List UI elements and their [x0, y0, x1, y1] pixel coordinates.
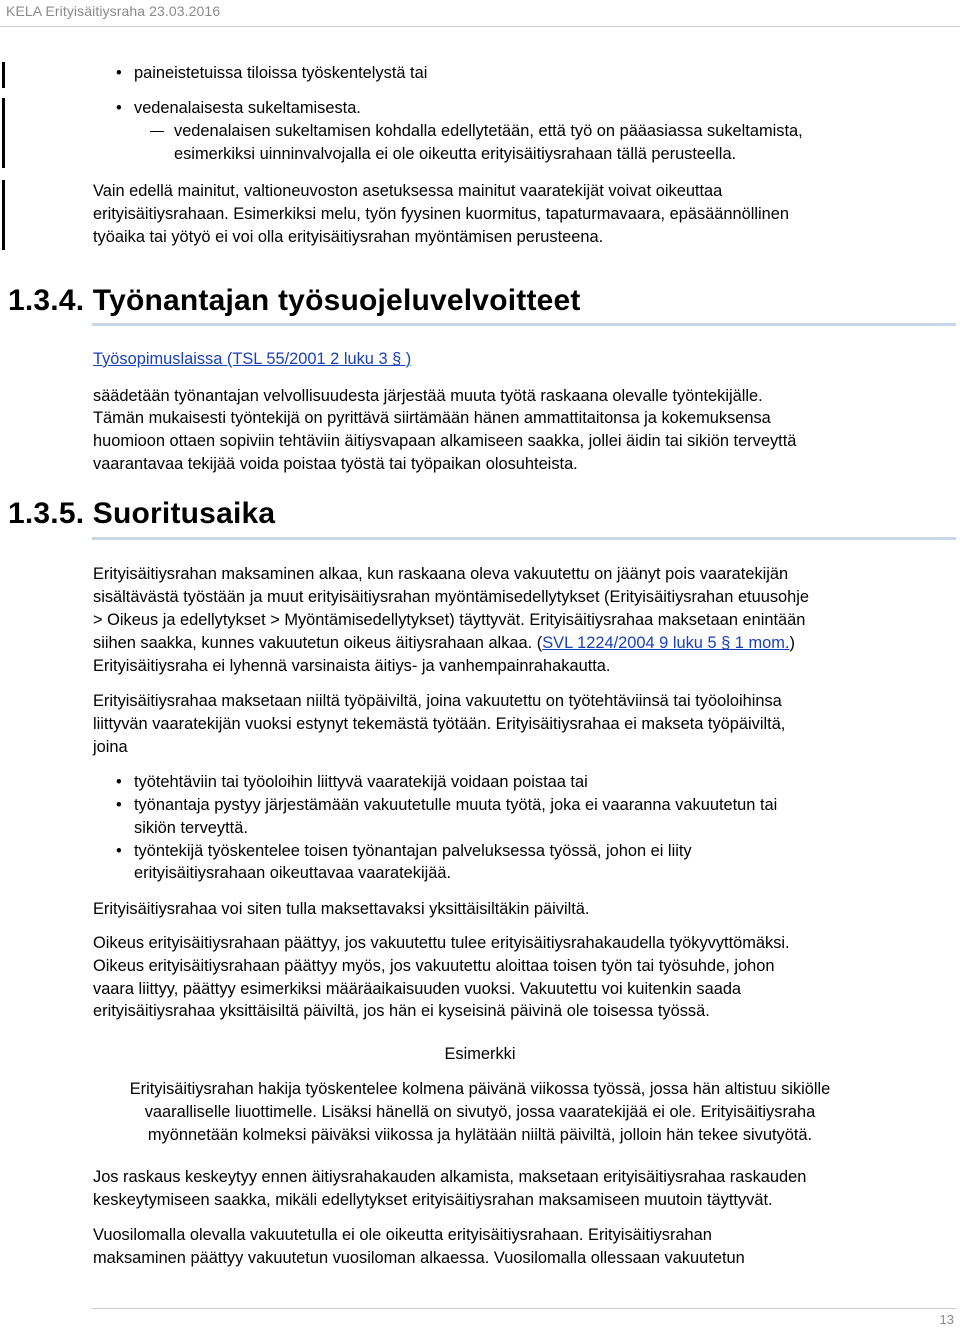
- paragraph-line: Erityisäitiysraha ei lyhennä varsinaista äitiys- ja vanhempainrahakautta.: [93, 657, 611, 675]
- paragraph-line: sisältävästä työstään ja muut erityisäitiysrahan myöntämisedellytykset (Erityisäitiysrahan etuusohje: [93, 588, 810, 606]
- paragraph-line: vaara liittyy, päättyy esimerkiksi määräaikaisuuden vuoksi. Vakuutettu voi kuitenkin saada: [93, 980, 742, 998]
- header-title: KELA Erityisäitiysraha 23.03.2016: [6, 3, 221, 19]
- change-bar: [2, 62, 5, 88]
- page-header: [0, 0, 960, 27]
- paragraph-text: siihen saakka, kunnes vakuutetun oikeus äitiysrahaan alkaa. (: [93, 634, 543, 652]
- paragraph-line: Jos raskaus keskeytyy ennen äitiysrahakauden alkamista, maksetaan erityisäitiysrahaa raskauden: [93, 1168, 807, 1186]
- paragraph-line: erityisäitiysrahaa yksittäisiltä päiviltä, jos hän ei kyseisinä päivinä ole toisessa työssä.: [93, 1002, 710, 1020]
- change-bar: [2, 180, 5, 250]
- change-bar: [2, 98, 5, 168]
- paragraph-line: Vain edellä mainitut, valtioneuvoston asetuksessa mainitut vaaratekijät voivat oikeuttaa: [93, 182, 723, 200]
- list-item: työntekijä työskentelee toisen työnantajan palveluksessa työssä, johon ei liity: [134, 842, 692, 860]
- paragraph-line: [93, 632, 795, 655]
- paragraph-line: joina: [93, 738, 128, 756]
- heading-rule: [92, 537, 956, 540]
- list-item: työtehtäviin tai työoloihin liittyvä vaaratekijä voidaan poistaa tai: [134, 773, 588, 791]
- sub-list-item: vedenalaisen sukeltamisen kohdalla edellytetään, että työ on pääasiassa sukeltamista,: [174, 122, 803, 140]
- paragraph-line: säädetään työnantajan velvollisuudesta järjestää muuta työtä raskaana olevalle työntekijälle.: [93, 387, 763, 405]
- footer-rule: [92, 1308, 956, 1309]
- dash-marker: [150, 131, 164, 132]
- law-link[interactable]: Työsopimuslaissa (TSL 55/2001 2 luku 3 § ): [93, 350, 412, 368]
- paragraph-line: huomioon ottaen sopiviin tehtäviin äitiysvapaan alkamiseen saakka, jollei äidin tai sikiön terveyttä: [93, 432, 797, 450]
- paragraph-line: erityisäitiysrahaan. Esimerkiksi melu, työn fyysinen kuormitus, tapaturmavaara, epäsäännöllinen: [93, 205, 790, 223]
- paragraph-line: työaika tai yötyö ei voi olla erityisäitiysrahan myöntämisen perusteena.: [93, 228, 604, 246]
- paragraph-line: Erityisäitiysrahaa voi siten tulla maksettavaksi yksittäisiltäkin päiviltä.: [93, 900, 590, 918]
- bullet-marker: •: [116, 796, 122, 814]
- heading-rule: [92, 323, 956, 326]
- list-item: vedenalaisesta sukeltamisesta.: [134, 99, 361, 117]
- example-line: Erityisäitiysrahan hakija työskentelee kolmena päivänä viikossa työssä, jossa hän altistuu sikiölle: [129, 1080, 831, 1098]
- law-link[interactable]: SVL 1224/2004 9 luku 5 § 1 mom.: [542, 634, 790, 652]
- paragraph-line: Vuosilomalla olevalla vakuutetulla ei ole oikeutta erityisäitiysrahaan. Erityisäitiysrahan: [93, 1226, 712, 1244]
- paragraph-line: keskeytymiseen saakka, mikäli edellytykset erityisäitiysrahan maksamiseen muutoin täyttyvät.: [93, 1191, 773, 1209]
- list-item: paineistetuissa tiloissa työskentelystä tai: [134, 64, 428, 82]
- list-item: sikiön terveyttä.: [134, 819, 248, 837]
- paragraph-line: maksaminen päättyy vakuutetun vuosiloman alkaessa. Vuosilomalla ollessaan vakuutetun: [93, 1249, 745, 1267]
- paragraph-text: ): [789, 634, 795, 652]
- bullet-marker: •: [116, 842, 122, 860]
- bullet-marker: •: [116, 99, 122, 117]
- example-line: vaaralliselle liuottimelle. Lisäksi hänellä on sivutyö, jossa vaaratekijää ei ole. Erityisäitiysraha: [144, 1103, 816, 1121]
- paragraph-line: > Oikeus ja edellytykset > Myöntämisedellytykset) täyttyvät. Erityisäitiysrahaa maksetaan enintään: [93, 611, 806, 629]
- bullet-marker: •: [116, 773, 122, 791]
- paragraph-line: Tämän mukaisesti työntekijä on pyrittävä siirtämään hänen ammattitaitonsa ja kokemuksensa: [93, 409, 771, 427]
- example-line: myönnetään kolmeksi päiväksi viikossa ja hylätään niiltä päiviltä, jolloin hän tekee sivutyötä.: [147, 1126, 813, 1144]
- sub-list-item: esimerkiksi uinninvalvojalla ei ole oikeutta erityisäitiysrahaan tällä perusteella.: [174, 145, 737, 163]
- paragraph-line: Erityisäitiysrahaa maksetaan niiltä työpäiviltä, joina vakuutettu on työtehtäviinsä tai työoloihinsa: [93, 692, 782, 710]
- section-heading: 1.3.4. Työnantajan työsuojeluvelvoitteet: [8, 284, 581, 317]
- paragraph-line: vaarantavaa tekijää voida poistaa työstä tai työpaikan olosuhteista.: [93, 455, 578, 473]
- paragraph-line: Oikeus erityisäitiysrahaan päättyy, jos vakuutettu tulee erityisäitiysrahakaudella työkyvyttömäksi.: [93, 934, 790, 952]
- paragraph-line: liittyvän vaaratekijän vuoksi estynyt tekemästä työtään. Erityisäitiysrahaa ei makseta työpäiviltä,: [93, 715, 786, 733]
- list-item: työnantaja pystyy järjestämään vakuutetulle muuta työtä, joka ei vaaranna vakuutetun tai: [134, 796, 778, 814]
- page-number: 13: [939, 1312, 954, 1327]
- section-heading: 1.3.5. Suoritusaika: [8, 497, 276, 530]
- bullet-marker: •: [116, 64, 122, 82]
- example-title: Esimerkki: [444, 1045, 516, 1063]
- list-item: erityisäitiysrahaan oikeuttavaa vaaratekijää.: [134, 864, 452, 882]
- paragraph-line: Erityisäitiysrahan maksaminen alkaa, kun raskaana oleva vakuutettu on jäänyt pois vaaratekijän: [93, 565, 789, 583]
- paragraph-line: Oikeus erityisäitiysrahaan päättyy myös, jos vakuutettu aloittaa toisen työn tai työsuhde, johon: [93, 957, 775, 975]
